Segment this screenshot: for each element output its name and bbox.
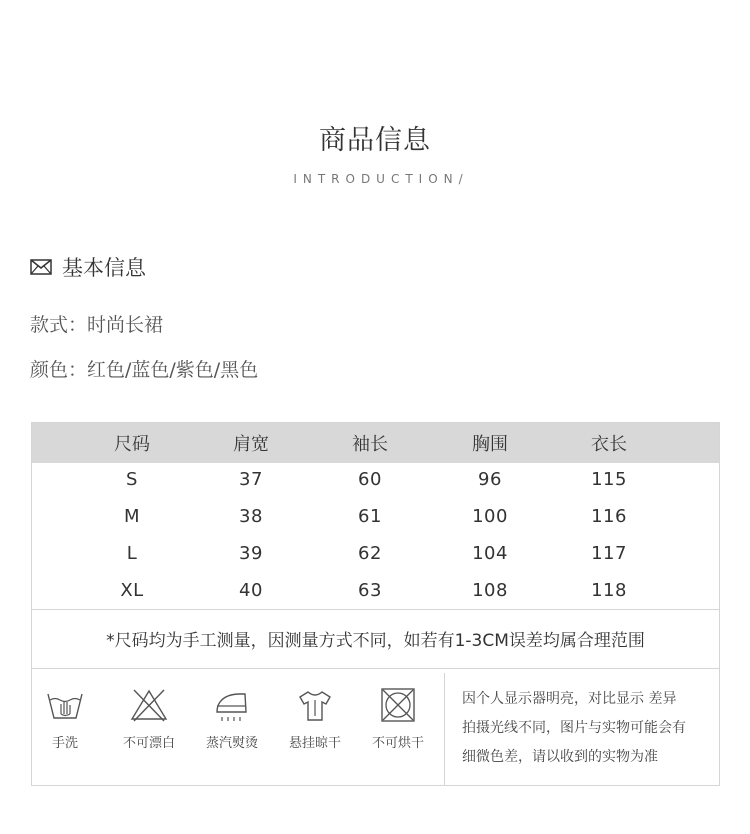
header-bust: 胸围 [472,434,508,455]
header-sleeve: 袖长 [352,434,388,455]
table-row [32,574,719,611]
page-subtitle: INTRODUCTION/ [293,172,469,186]
cell-shoulder: 40 [239,580,263,601]
care-label: 手洗 [51,736,78,751]
header-size: 尺码 [114,434,150,455]
cell-size: M [123,506,141,527]
table-row [32,463,719,500]
cell-shoulder: 37 [239,469,263,490]
table-row [32,537,719,574]
size-table-header [32,423,719,463]
care-hand-wash [25,688,105,751]
care-hang-dry [275,688,355,751]
no-tumble-dry-icon [378,688,418,722]
divider [32,668,719,669]
page-title: 商品信息 [319,125,431,156]
care-label: 不可漂白 [122,736,175,751]
color-info: 颜色：红色/蓝色/紫色/黑色 [30,359,259,381]
cell-sleeve: 62 [358,543,382,564]
steam-iron-icon [212,688,252,722]
cell-length: 115 [591,469,627,490]
table-row [32,500,719,537]
style-info: 款式：时尚长裙 [30,314,164,336]
care-label: 不可烘干 [371,736,424,751]
no-bleach-icon [129,688,169,722]
cell-size: L [126,543,138,564]
disclaimer-line: 因个人显示器明亮，对比显示 差异 [462,691,677,707]
divider [444,673,445,785]
cell-size: S [126,469,138,490]
care-label: 蒸汽熨烫 [205,736,258,751]
basic-info-heading [30,252,146,282]
care-label: 悬挂晾干 [288,736,341,751]
cell-sleeve: 60 [358,469,382,490]
cell-size: XL [120,580,144,601]
cell-sleeve: 63 [358,580,382,601]
color-disclaimer [462,685,712,772]
cell-length: 116 [591,506,627,527]
cell-bust: 104 [472,543,508,564]
cell-shoulder: 38 [239,506,263,527]
basic-info-label: 基本信息 [62,256,146,280]
cell-length: 117 [591,543,627,564]
cell-length: 118 [591,580,627,601]
divider [32,609,719,610]
hang-dry-icon [295,688,335,722]
care-steam-iron [192,688,272,751]
disclaimer-line: 细微色差，请以收到的实物为准 [462,749,658,765]
cell-bust: 100 [472,506,508,527]
header-length: 衣长 [591,434,627,455]
cell-shoulder: 39 [239,543,263,564]
header-shoulder: 肩宽 [233,434,269,455]
care-no-tumble-dry [358,688,438,751]
cell-bust: 96 [478,469,502,490]
cell-sleeve: 61 [358,506,382,527]
size-table [31,422,720,786]
disclaimer-line: 拍摄光线不同，图片与实物可能会有 [462,720,686,736]
hand-wash-icon [45,688,85,722]
measurement-note: *尺码均为手工测量，因测量方式不同，如若有1-3CM误差均属合理范围 [106,631,645,651]
mail-icon [30,259,52,275]
care-no-bleach [109,688,189,751]
cell-bust: 108 [472,580,508,601]
